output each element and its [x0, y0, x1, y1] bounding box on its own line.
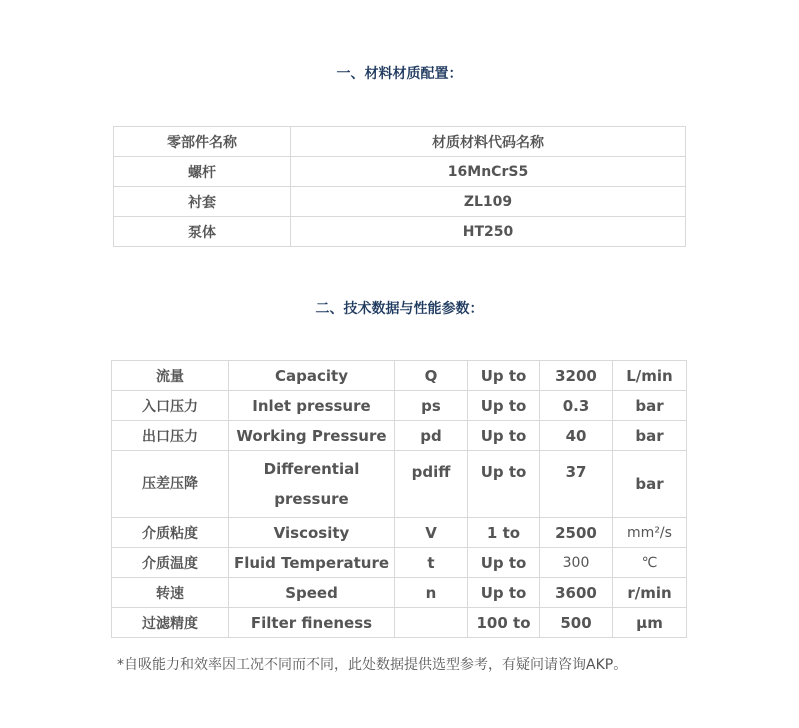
qualifier-cell: Up to [468, 391, 540, 421]
qualifier-cell: 1 to [468, 518, 540, 548]
symbol-cell: n [395, 578, 468, 608]
qualifier-cell: Up to [468, 548, 540, 578]
materials-table [113, 126, 686, 247]
table-header-row [114, 127, 686, 157]
value-cell [540, 451, 613, 518]
value-cell: 3200 [540, 361, 613, 391]
param-cn-cell: 过滤精度 [112, 608, 229, 638]
value-cell: 0.3 [540, 391, 613, 421]
value-cell: 40 [540, 421, 613, 451]
header-cell: 零部件名称 [114, 127, 291, 157]
qualifier-text: Up to [480, 463, 527, 481]
param-cn-cell: 入口压力 [112, 391, 229, 421]
table-row [112, 578, 687, 608]
part-name-cell: 螺杆 [114, 157, 291, 187]
symbol-cell: ps [395, 391, 468, 421]
qualifier-cell [468, 451, 540, 518]
material-code-cell: 16MnCrS5 [291, 157, 686, 187]
unit-cell: µm [613, 608, 687, 638]
param-en-cell: Fluid Temperature [229, 548, 395, 578]
symbol-cell: Q [395, 361, 468, 391]
qualifier-cell: Up to [468, 578, 540, 608]
param-en-line: Differential [263, 460, 360, 478]
param-cn-cell: 流量 [112, 361, 229, 391]
footnote: *自吸能力和效率因工况不同而不同，此处数据提供选型参考，有疑问请咨询AKP。 [117, 657, 628, 673]
section-1-title: 一、材料材质配置： [336, 66, 463, 82]
table-row [112, 548, 687, 578]
unit-cell: r/min [613, 578, 687, 608]
param-en-cell: Working Pressure [229, 421, 395, 451]
value-cell: 300 [540, 548, 613, 578]
qualifier-cell: Up to [468, 361, 540, 391]
value-text: 37 [565, 463, 587, 481]
unit-cell: bar [613, 451, 687, 518]
param-en-cell: Inlet pressure [229, 391, 395, 421]
param-cn-cell: 出口压力 [112, 421, 229, 451]
value-cell: 2500 [540, 518, 613, 548]
header-cell: 材质材料代码名称 [291, 127, 686, 157]
param-en-cell: Viscosity [229, 518, 395, 548]
table-row [112, 361, 687, 391]
symbol-cell [395, 451, 468, 518]
symbol-cell: V [395, 518, 468, 548]
qualifier-cell: Up to [468, 421, 540, 451]
value-cell: 3600 [540, 578, 613, 608]
table-row [114, 157, 686, 187]
table-row [112, 518, 687, 548]
param-cn-cell: 介质粘度 [112, 518, 229, 548]
param-en-cell: Capacity [229, 361, 395, 391]
table-row [114, 217, 686, 247]
section-2-title: 二、技术数据与性能参数： [315, 301, 484, 317]
table-row [112, 391, 687, 421]
param-cn-cell: 压差压降 [112, 451, 229, 518]
table-row [112, 608, 687, 638]
part-name-cell: 泵体 [114, 217, 291, 247]
symbol-cell: pd [395, 421, 468, 451]
unit-cell: mm²/s [613, 518, 687, 548]
value-cell: 500 [540, 608, 613, 638]
unit-cell: L/min [613, 361, 687, 391]
param-en-cell [229, 451, 395, 518]
symbol-cell: t [395, 548, 468, 578]
param-cn-cell: 转速 [112, 578, 229, 608]
unit-cell: ℃ [613, 548, 687, 578]
symbol-text: pdiff [411, 463, 451, 481]
material-code-cell: HT250 [291, 217, 686, 247]
param-en-line: pressure [274, 490, 349, 508]
table-row [112, 421, 687, 451]
tech-data-table [111, 360, 687, 638]
table-row [112, 451, 687, 518]
table-row [114, 187, 686, 217]
material-code-cell: ZL109 [291, 187, 686, 217]
unit-cell: bar [613, 391, 687, 421]
symbol-cell [395, 608, 468, 638]
unit-cell: bar [613, 421, 687, 451]
param-en-cell: Speed [229, 578, 395, 608]
qualifier-cell: 100 to [468, 608, 540, 638]
part-name-cell: 衬套 [114, 187, 291, 217]
param-en-cell: Filter fineness [229, 608, 395, 638]
param-cn-cell: 介质温度 [112, 548, 229, 578]
